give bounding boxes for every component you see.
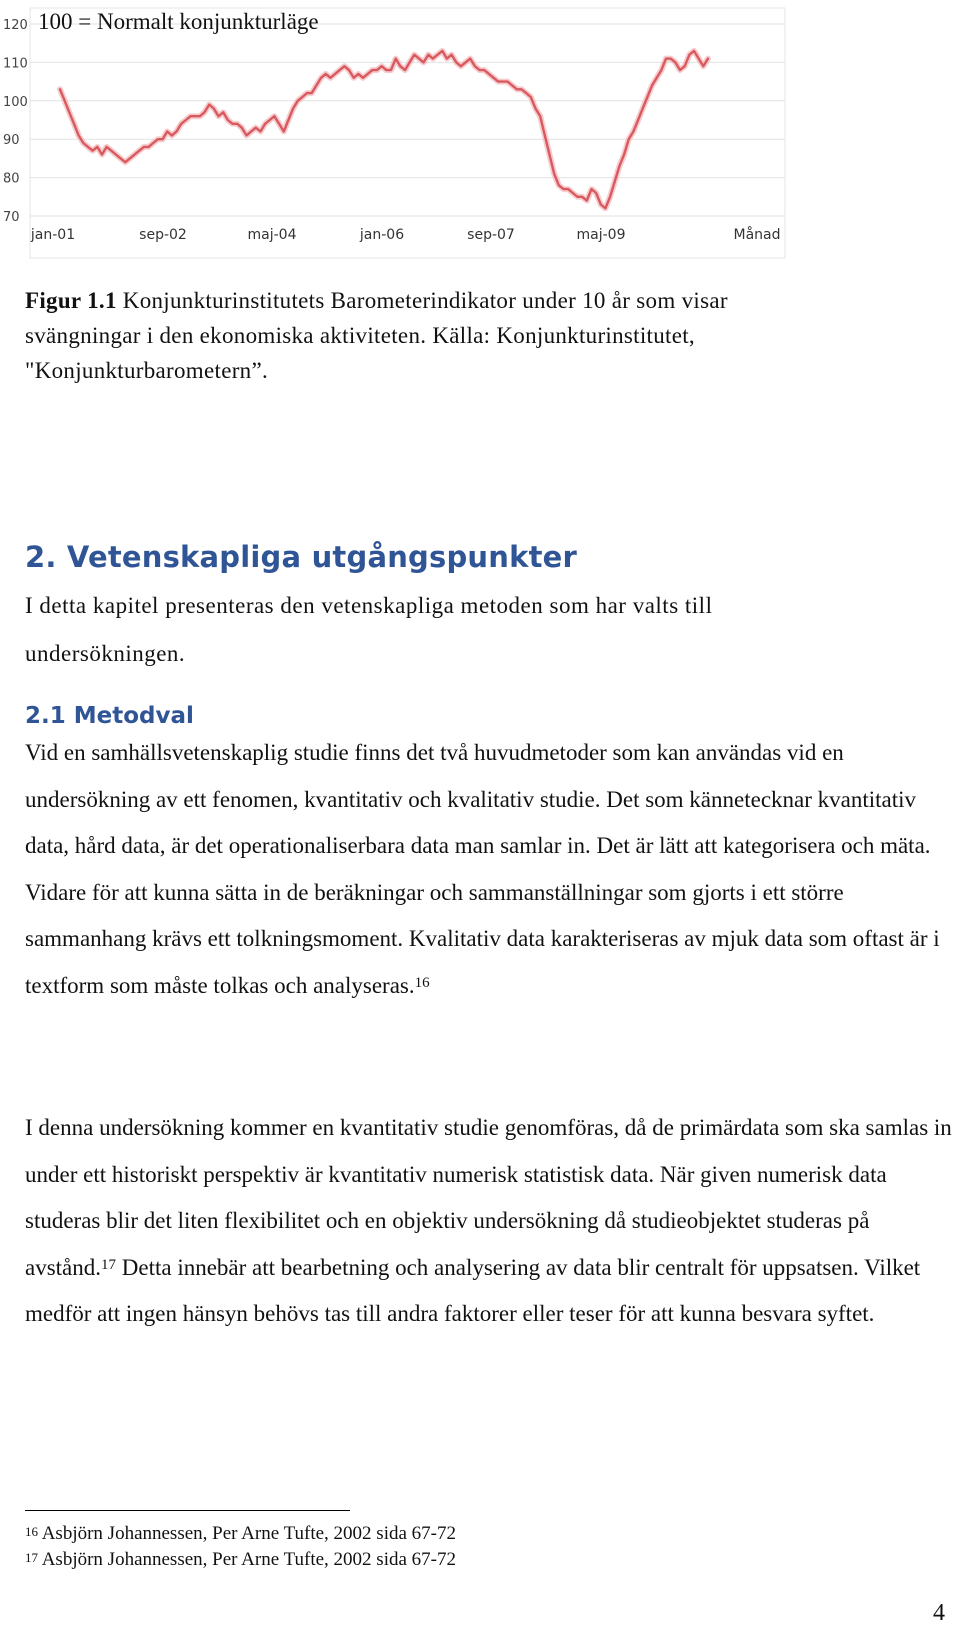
footnote-ref-16[interactable]: 16	[414, 974, 430, 991]
y-tick-label: 70	[3, 210, 20, 225]
y-tick-label: 100	[3, 94, 28, 110]
barometer-chart	[0, 0, 810, 272]
paragraph-text: I denna undersökning kommer en kvantitativ studie genomföras, då de primärdata som ska samlas in under ett historiskt perspektiv är kvantitativ numerisk statistisk data. När given numerisk data studeras blir det liten flexibilitet och en objektiv undersökning då studieobjektet studeras på avstånd.	[25, 1115, 952, 1280]
x-tick-label: sep-07	[467, 227, 515, 243]
footnote-number: 17	[25, 1550, 38, 1565]
section-heading: 2. Vetenskapliga utgångspunkter	[25, 540, 578, 574]
line-chart-svg	[0, 0, 810, 272]
x-tick-label: maj-04	[247, 227, 297, 243]
footnote-17	[25, 1548, 456, 1572]
footnote-text: Asbjörn Johannessen, Per Arne Tufte, 2002 sida 67-72	[38, 1523, 456, 1544]
paragraph-metodval-1	[25, 730, 960, 1009]
footnote-text: Asbjörn Johannessen, Per Arne Tufte, 2002 sida 67-72	[38, 1549, 456, 1570]
x-tick-label: jan-06	[359, 227, 405, 243]
section-intro: I detta kapitel presenteras den vetenskapliga metoden som har valts till undersökningen.	[25, 593, 713, 666]
figure-caption	[25, 283, 845, 388]
subsection-heading: 2.1 Metodval	[25, 703, 194, 729]
x-tick-label: sep-02	[139, 227, 187, 243]
figure-caption-text: Konjunkturinstitutets Barometerindikator under 10 år som visar svängningar i den ekonomiska aktiviteten. Källa: Konjunkturinstitutet, "Konjunkturbarometern”.	[25, 288, 728, 383]
chart-title: 100 = Normalt konjunkturläge	[38, 9, 319, 34]
plot-area	[30, 8, 785, 258]
x-tick-label: maj-09	[576, 227, 626, 243]
y-tick-label: 120	[3, 18, 28, 33]
x-tick-label: Månad	[733, 227, 781, 243]
page-number: 4	[933, 1600, 945, 1626]
footnote-ref-17[interactable]: 17	[101, 1256, 117, 1273]
x-tick-label: jan-01	[30, 227, 76, 243]
paragraph-metodval-2	[25, 1105, 960, 1338]
figure-label: Figur 1.1	[25, 288, 117, 313]
footnote-number: 16	[25, 1524, 38, 1539]
paragraph-text: Detta innebär att bearbetning och analysering av data blir centralt för uppsatsen. Vilket medför att ingen hänsyn behövs tas till andra faktorer eller teser för att kunna besvara syftet.	[25, 1254, 921, 1326]
footnote-separator	[25, 1510, 350, 1511]
y-tick-label: 110	[3, 56, 28, 72]
footnote-16	[25, 1522, 456, 1546]
y-tick-label: 90	[3, 133, 20, 149]
paragraph-text: Vid en samhällsvetenskaplig studie finns det två huvudmetoder som kan användas vid en undersökning av ett fenomen, kvantitativ och kvalitativ studie. Det som kännetecknar kvantitativ data, hård data, är det operationaliserbara data man samlar in. Det är lätt att kategorisera och mäta. Vidare för att kunna sätta in de beräkningar och sammanställningar som gjorts i ett större sammanhang krävs ett tolkningsmoment. Kvalitativ data karakteriseras av mjuk data som oftast är i textform som måste tolkas och analyseras.	[25, 740, 940, 998]
y-tick-label: 80	[3, 171, 20, 187]
